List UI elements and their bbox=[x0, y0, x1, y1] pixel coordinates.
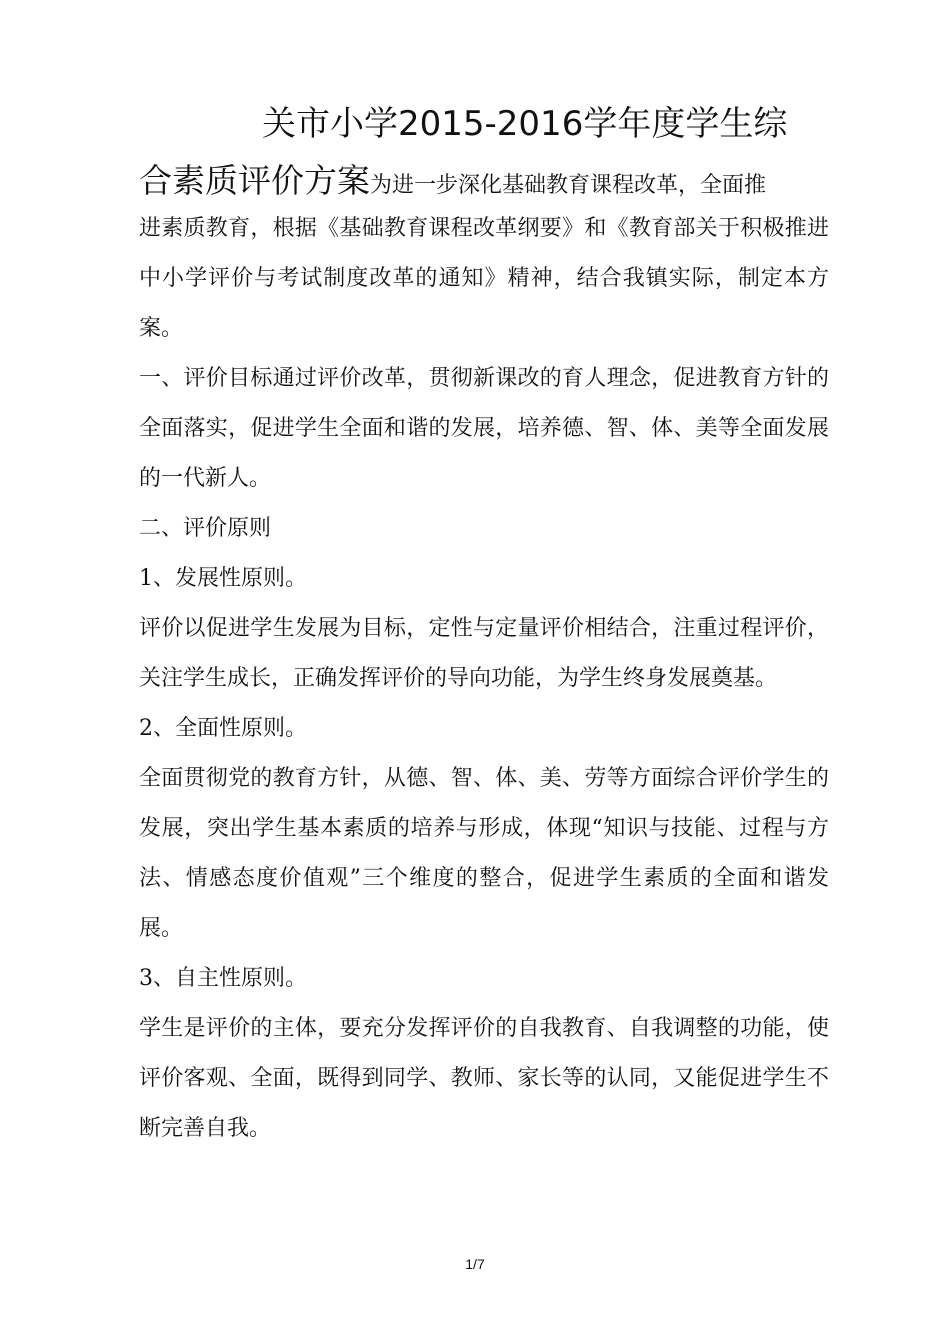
document-title-line1: 关市小学2015-2016学年度学生综 bbox=[262, 104, 788, 144]
subheading-autonomy-principle: 3、自主性原则。 bbox=[139, 966, 307, 991]
document-body bbox=[139, 204, 829, 1154]
subheading-comprehensive-principle: 2、全面性原则。 bbox=[139, 716, 307, 741]
intro-paragraph: 进素质教育，根据《基础教育课程改革纲要》和《教育部关于积极推进中小学评价与考试制度改革的通知》精神，结合我镇实际，制定本方案。 bbox=[139, 216, 829, 341]
intro-paragraph-start: 为进一步深化基础教育课程改革，全面推 bbox=[370, 173, 767, 198]
subheading-developmental-principle: 1、发展性原则。 bbox=[139, 566, 307, 591]
document-title-continuation: 合素质评价方案 bbox=[139, 161, 370, 200]
paragraph-comprehensive-principle: 全面贯彻党的教育方针，从德、智、体、美、劳等方面综合评价学生的发展，突出学生基本素质的培养与形成，体现“知识与技能、过程与方法、情感态度价值观”三个维度的整合，促进学生素质的全面和谐发展。 bbox=[139, 766, 829, 941]
paragraph-autonomy-principle: 学生是评价的主体，要充分发挥评价的自我教育、自我调整的功能，使评价客观、全面，既得到同学、教师、家长等的认同，又能促进学生不断完善自我。 bbox=[139, 1016, 829, 1141]
page-number: 1/7 bbox=[465, 1256, 485, 1272]
paragraph-developmental-principle: 评价以促进学生发展为目标，定性与定量评价相结合，注重过程评价，关注学生成长，正确发挥评价的导向功能，为学生终身发展奠基。 bbox=[139, 616, 829, 691]
section-heading-principles: 二、评价原则 bbox=[139, 516, 272, 541]
section-evaluation-goal: 一、评价目标通过评价改革，贯彻新课改的育人理念，促进教育方针的全面落实，促进学生全面和谐的发展，培养德、智、体、美等全面发展的一代新人。 bbox=[139, 366, 829, 491]
document-title-line2 bbox=[139, 156, 829, 211]
